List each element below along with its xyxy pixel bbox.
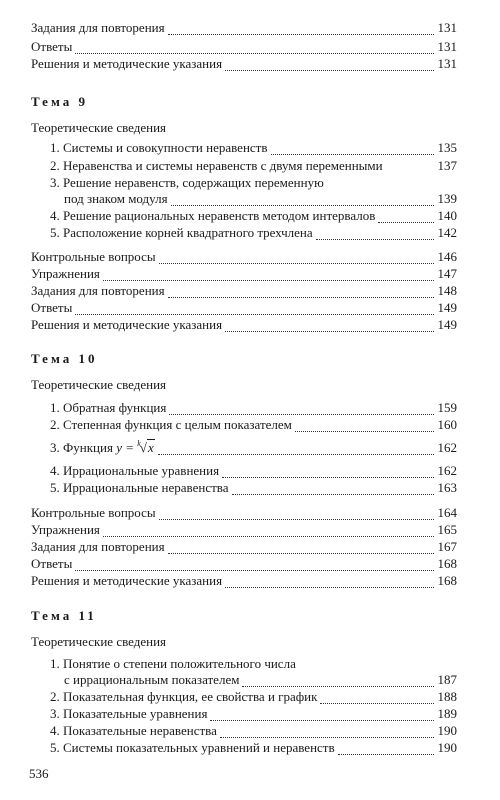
toc-entry-title: Контрольные вопросы: [31, 249, 156, 264]
dot-leader: [169, 404, 434, 415]
toc-entry-page: 146: [437, 249, 457, 264]
toc-entry[interactable]: [50, 706, 457, 722]
toc-entry-title: Ответы: [31, 39, 73, 54]
toc-entry-title: Задания для повторения: [31, 283, 165, 298]
toc-entry-page: 140: [437, 208, 457, 223]
dot-leader: [159, 509, 434, 520]
toc-entry-page: 163: [437, 480, 457, 495]
toc-entry-title: Задания для повторения: [31, 539, 165, 554]
toc-entry-title: [50, 440, 155, 458]
toc-entry-page: 189: [437, 706, 457, 721]
radical-symbol: [137, 440, 154, 458]
dot-leader: [222, 467, 434, 478]
toc-entry[interactable]: [50, 689, 457, 705]
toc-entry[interactable]: [50, 158, 457, 174]
root-argument: x: [147, 440, 154, 455]
toc-entry[interactable]: [50, 400, 457, 416]
toc-entry-page: 142: [437, 225, 457, 240]
toc-entry-title: 2. Неравенства и системы неравенств с двумя переменными: [50, 158, 383, 173]
toc-entry[interactable]: [31, 283, 457, 299]
dot-leader: [378, 212, 434, 223]
toc-entry[interactable]: [50, 672, 457, 688]
toc-entry[interactable]: [50, 417, 457, 433]
toc-entry-page: 167: [437, 539, 457, 554]
toc-entry-page: 190: [437, 740, 457, 755]
toc-entry[interactable]: [31, 317, 457, 333]
toc-entry-title-text: 3. Функция: [50, 440, 113, 455]
dot-leader: [75, 560, 434, 571]
toc-entry-page: 188: [437, 689, 457, 704]
formula-lhs: y =: [116, 440, 134, 455]
toc-entry-title: Упражнения: [31, 522, 100, 537]
toc-entry-title: 3. Решение неравенств, содержащих переменную: [50, 175, 324, 190]
page-number: 536: [29, 766, 49, 781]
toc-entry-title: 5. Системы показательных уравнений и неравенств: [50, 740, 335, 755]
toc-entry-line1[interactable]: [50, 175, 457, 191]
dot-leader: [158, 444, 434, 455]
dot-leader: [75, 304, 434, 315]
toc-entry[interactable]: [50, 208, 457, 224]
toc-entry[interactable]: [31, 573, 457, 589]
toc-entry-title: 2. Степенная функция с целым показателем: [50, 417, 292, 432]
toc-entry[interactable]: [31, 505, 457, 521]
toc-entry-title-cont: с иррациональным показателем: [64, 672, 240, 687]
toc-entry[interactable]: [31, 249, 457, 265]
toc-entry[interactable]: [31, 39, 457, 55]
toc-entry-page: 160: [437, 417, 457, 432]
toc-entry-title: Упражнения: [31, 266, 100, 281]
toc-entry-page: 147: [437, 266, 457, 281]
toc-entry-title: Ответы: [31, 300, 73, 315]
topic-heading: Тема 10: [31, 351, 98, 366]
toc-entry-title: 5. Иррациональные неравенства: [50, 480, 229, 495]
toc-entry[interactable]: [31, 556, 457, 572]
toc-entry[interactable]: [50, 463, 457, 479]
toc-entry-page: 168: [437, 573, 457, 588]
toc-entry-page: 135: [437, 140, 457, 155]
dot-leader: [171, 195, 434, 206]
dot-leader: [338, 744, 434, 755]
toc-entry[interactable]: [31, 20, 457, 36]
dot-leader: [159, 253, 434, 264]
dot-leader: [225, 577, 434, 588]
toc-entry[interactable]: [50, 191, 457, 207]
dot-leader: [316, 229, 434, 240]
toc-entry-page: 137: [437, 158, 457, 173]
topic-heading: Тема 9: [31, 94, 88, 109]
toc-entry-title: Решения и методические указания: [31, 56, 223, 71]
toc-entry-page: 159: [437, 400, 457, 415]
toc-entry-title: 2. Показательная функция, ее свойства и график: [50, 689, 318, 704]
toc-entry-title: 1. Системы и совокупности неравенств: [50, 140, 268, 155]
section-heading: Теоретические сведения: [31, 377, 167, 392]
toc-entry[interactable]: [31, 539, 457, 555]
section-heading: Теоретические сведения: [31, 634, 167, 649]
toc-entry-page: 131: [437, 56, 457, 71]
toc-entry-title: 5. Расположение корней квадратного трехчлена: [50, 225, 313, 240]
toc-entry-title: 4. Иррациональные уравнения: [50, 463, 220, 478]
toc-entry-title: 3. Показательные уравнения: [50, 706, 208, 721]
root-sign-icon: √: [139, 440, 147, 455]
toc-entry-title: Решения и методические указания: [31, 317, 223, 332]
dot-leader: [320, 693, 434, 704]
dot-leader: [103, 270, 434, 281]
toc-entry-page: 162: [437, 440, 457, 455]
toc-entry-line1[interactable]: [50, 656, 457, 672]
dot-leader: [295, 421, 434, 432]
toc-entry-title: 1. Понятие о степени положительного числа: [50, 656, 296, 671]
toc-entry[interactable]: [50, 140, 457, 156]
dot-leader: [385, 162, 435, 172]
dot-leader: [242, 676, 434, 687]
dot-leader: [168, 543, 434, 554]
topic-heading: Тема 11: [31, 608, 97, 623]
toc-entry[interactable]: [31, 522, 457, 538]
toc-entry-page: 165: [437, 522, 457, 537]
toc-entry-page: 162: [437, 463, 457, 478]
toc-entry[interactable]: [31, 266, 457, 282]
toc-entry-page: 168: [437, 556, 457, 571]
toc-entry-title: Ответы: [31, 556, 73, 571]
formula: [116, 440, 155, 455]
dot-leader: [220, 727, 434, 738]
toc-entry-page: 190: [437, 723, 457, 738]
toc-entry-title-cont: под знаком модуля: [64, 191, 168, 206]
dot-leader: [232, 484, 434, 495]
toc-entry-title: 4. Показательные неравенства: [50, 723, 217, 738]
toc-entry[interactable]: [31, 300, 457, 316]
toc-entry-title: 1. Обратная функция: [50, 400, 167, 415]
dot-leader: [75, 43, 434, 54]
toc-entry-title: Решения и методические указания: [31, 573, 223, 588]
dot-leader: [168, 287, 434, 298]
toc-entry-page: 149: [437, 300, 457, 315]
dot-leader: [225, 321, 434, 332]
section-heading: Теоретические сведения: [31, 120, 167, 135]
toc-entry[interactable]: [50, 723, 457, 739]
toc-entry[interactable]: [50, 740, 457, 756]
toc-entry-page: 149: [437, 317, 457, 332]
root-index: k: [137, 439, 141, 448]
dot-leader: [168, 24, 434, 35]
toc-entry-page: 131: [437, 39, 457, 54]
toc-entry[interactable]: [50, 480, 457, 496]
toc-entry[interactable]: [50, 440, 457, 456]
toc-entry-page: 164: [437, 505, 457, 520]
toc-entry-page: 139: [437, 191, 457, 206]
toc-entry-title: Контрольные вопросы: [31, 505, 156, 520]
toc-entry[interactable]: [31, 56, 457, 72]
toc-entry-page: 131: [437, 20, 457, 35]
toc-entry-page: 187: [437, 672, 457, 687]
toc-entry-page: 148: [437, 283, 457, 298]
dot-leader: [103, 526, 434, 537]
dot-leader: [225, 60, 434, 71]
toc-entry-title: 4. Решение рациональных неравенств методом интервалов: [50, 208, 376, 223]
toc-entry-title: Задания для повторения: [31, 20, 165, 35]
dot-leader: [271, 144, 435, 155]
dot-leader: [210, 710, 434, 721]
toc-entry[interactable]: [50, 225, 457, 241]
